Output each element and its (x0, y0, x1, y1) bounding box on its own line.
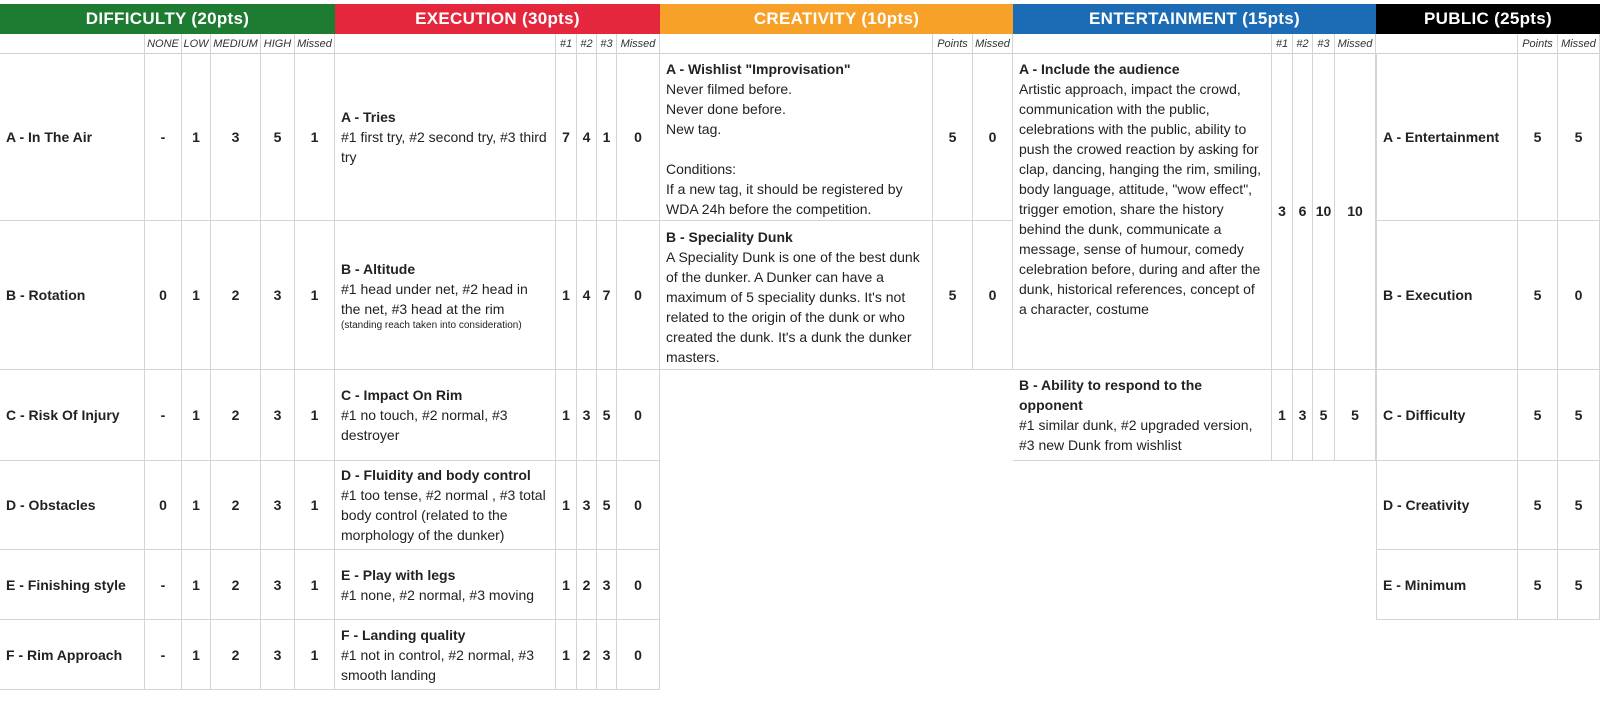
difficulty-value: 0 (145, 461, 182, 550)
execution-value: 5 (597, 370, 617, 461)
difficulty-col-none: NONE (145, 34, 182, 53)
public-missed: 5 (1558, 550, 1600, 620)
execution-value: 4 (577, 221, 597, 370)
execution-value: 1 (597, 53, 617, 221)
execution-col-3: #3 (597, 34, 617, 53)
difficulty-row-label: C - Risk Of Injury (0, 370, 145, 461)
public-header: PUBLIC (25pts) (1376, 4, 1600, 34)
public-row-label: D - Creativity (1376, 461, 1518, 550)
difficulty-value: - (145, 550, 182, 620)
execution-value: 5 (597, 461, 617, 550)
creativity-criterion-title: B - Speciality Dunk (666, 229, 793, 245)
difficulty-value: 1 (182, 620, 211, 690)
execution-criterion (335, 620, 556, 690)
public-col-missed: Missed (1558, 34, 1600, 53)
execution-value: 2 (577, 550, 597, 620)
difficulty-row-label: A - In The Air (0, 53, 145, 221)
entertainment-col-missed: Missed (1335, 34, 1376, 53)
creativity-criterion-line: A Speciality Dunk is one of the best dunk of the dunker. A Dunker can have a maximum of 5 speciality dunks. It's not related to the origin of the dunk or who created the dunk. It's a dunk the dunker masters. (666, 249, 920, 365)
execution-col-2: #2 (577, 34, 597, 53)
execution-criterion-text: #1 first try, #2 second try, #3 third try (341, 128, 547, 165)
execution-criterion-text: #1 no touch, #2 normal, #3 destroyer (341, 407, 508, 443)
public-points: 5 (1518, 53, 1558, 221)
difficulty-value: 3 (211, 53, 261, 221)
execution-value: 3 (597, 550, 617, 620)
execution-col-1: #1 (556, 34, 577, 53)
difficulty-row-label: B - Rotation (0, 221, 145, 370)
difficulty-section (0, 4, 335, 704)
difficulty-value: 1 (182, 53, 211, 221)
difficulty-value: - (145, 620, 182, 690)
execution-value: 3 (597, 620, 617, 690)
entertainment-header: ENTERTAINMENT (15pts) (1013, 4, 1376, 34)
public-missed: 0 (1558, 221, 1600, 370)
creativity-criterion-line: Never done before. (666, 101, 786, 117)
execution-criterion-title: A - Tries (341, 108, 396, 125)
execution-criterion-text: #1 head under net, #2 head in the net, #3 head at the rim (341, 280, 528, 317)
creativity-missed: 0 (973, 221, 1013, 370)
creativity-criterion-line: New tag. (666, 121, 722, 137)
execution-criterion-text: #1 not in control, #2 normal, #3 smooth landing (341, 646, 535, 683)
entertainment-value: 1 (1272, 370, 1293, 461)
execution-value: 1 (556, 550, 577, 620)
execution-value: 1 (556, 370, 577, 461)
entertainment-criterion (1013, 53, 1272, 370)
difficulty-col-medium: MEDIUM (211, 34, 261, 53)
execution-criterion (335, 53, 556, 221)
execution-value: 1 (556, 620, 577, 690)
execution-subheader (335, 34, 660, 54)
entertainment-criterion-text: Artistic approach, impact the crowd, communication with the public, celebrations with the public, ability to push the crowed reaction by asking for clap, dancing, hanging the rim, smiling, body language, attitude, "wow effect", trigger emotion, share the history behind the dunk, communicate a message, sense of humour, comedy celebration before, during and after the dunk, historical references, concept of a character, costume (1019, 81, 1262, 317)
creativity-criterion-line: Never filmed before. (666, 81, 793, 97)
execution-value: 1 (556, 221, 577, 370)
execution-value: 0 (617, 550, 660, 620)
execution-criterion-title: F - Landing quality (341, 626, 466, 643)
execution-col-missed: Missed (617, 34, 660, 53)
difficulty-value: 3 (261, 550, 295, 620)
entertainment-value: 5 (1313, 370, 1335, 461)
difficulty-value: 1 (182, 221, 211, 370)
execution-value: 7 (556, 53, 577, 221)
creativity-points: 5 (933, 221, 973, 370)
entertainment-subheader (1013, 34, 1376, 54)
difficulty-value: 1 (295, 370, 335, 461)
difficulty-value: 2 (211, 370, 261, 461)
difficulty-value: 1 (182, 550, 211, 620)
difficulty-value: 3 (261, 370, 295, 461)
difficulty-row-label: E - Finishing style (0, 550, 145, 620)
difficulty-value: 2 (211, 550, 261, 620)
creativity-header: CREATIVITY (10pts) (660, 4, 1013, 34)
creativity-criterion (660, 221, 933, 370)
execution-criterion-text: #1 none, #2 normal, #3 moving (341, 586, 535, 603)
public-col-points: Points (1518, 34, 1558, 53)
entertainment-criterion (1013, 370, 1272, 461)
execution-value: 0 (617, 370, 660, 461)
execution-section (335, 4, 660, 704)
difficulty-col-label (0, 34, 145, 53)
difficulty-value: 1 (295, 221, 335, 370)
execution-criterion-title: C - Impact On Rim (341, 387, 463, 403)
public-missed: 5 (1558, 53, 1600, 221)
difficulty-value: - (145, 53, 182, 221)
difficulty-value: 2 (211, 221, 261, 370)
difficulty-value: 1 (295, 620, 335, 690)
difficulty-value: 1 (295, 461, 335, 550)
execution-criterion-title: D - Fluidity and body control (341, 467, 531, 483)
creativity-missed: 0 (973, 53, 1013, 221)
execution-criterion-note: (standing reach taken into consideration) (341, 319, 522, 331)
difficulty-value: 1 (295, 53, 335, 221)
creativity-points: 5 (933, 53, 973, 221)
creativity-col-desc (660, 34, 933, 53)
entertainment-col-desc (1013, 34, 1272, 53)
creativity-criterion (660, 53, 933, 221)
execution-criterion-title: E - Play with legs (341, 566, 456, 583)
execution-value: 0 (617, 461, 660, 550)
execution-value: 1 (556, 461, 577, 550)
difficulty-value: 2 (211, 461, 261, 550)
entertainment-section (1013, 4, 1376, 704)
creativity-criterion-line: Conditions: (666, 161, 737, 177)
public-row-label: B - Execution (1376, 221, 1518, 370)
difficulty-row-label: D - Obstacles (0, 461, 145, 550)
execution-value: 4 (577, 53, 597, 221)
difficulty-col-high: HIGH (261, 34, 295, 53)
execution-criterion-title: B - Altitude (341, 260, 416, 277)
difficulty-header: DIFFICULTY (20pts) (0, 4, 335, 34)
difficulty-value: 5 (261, 53, 295, 221)
execution-criterion (335, 461, 556, 550)
execution-criterion-text: #1 too tense, #2 normal , #3 total body control (related to the morphology of the dunker) (341, 487, 546, 543)
entertainment-criterion-title: B - Ability to respond to the opponent (1019, 377, 1203, 413)
execution-col-desc (335, 34, 556, 53)
entertainment-value: 6 (1293, 53, 1313, 370)
execution-value: 0 (617, 221, 660, 370)
entertainment-col-2: #2 (1293, 34, 1313, 53)
creativity-criterion-line: If a new tag, it should be registered by WDA 24h before the competition. (666, 181, 903, 217)
difficulty-value: 2 (211, 620, 261, 690)
difficulty-subheader (0, 34, 335, 54)
public-row-label: A - Entertainment (1376, 53, 1518, 221)
execution-header: EXECUTION (30pts) (335, 4, 660, 34)
public-row-label: C - Difficulty (1376, 370, 1518, 461)
entertainment-value: 5 (1335, 370, 1376, 461)
entertainment-col-3: #3 (1313, 34, 1335, 53)
entertainment-value: 10 (1335, 53, 1376, 370)
difficulty-row-label: F - Rim Approach (0, 620, 145, 690)
execution-value: 3 (577, 461, 597, 550)
execution-value: 0 (617, 620, 660, 690)
entertainment-value: 3 (1293, 370, 1313, 461)
execution-value: 7 (597, 221, 617, 370)
execution-criterion (335, 370, 556, 461)
creativity-criterion-title: A - Wishlist "Improvisation" (666, 61, 851, 77)
creativity-subheader (660, 34, 1013, 54)
creativity-section (660, 4, 1013, 704)
public-missed: 5 (1558, 461, 1600, 550)
difficulty-value: - (145, 370, 182, 461)
difficulty-value: 0 (145, 221, 182, 370)
difficulty-value: 3 (261, 620, 295, 690)
entertainment-criterion-title: A - Include the audience (1019, 61, 1180, 77)
public-section (1376, 4, 1600, 704)
public-points: 5 (1518, 221, 1558, 370)
public-points: 5 (1518, 370, 1558, 461)
difficulty-col-low: LOW (182, 34, 211, 53)
public-col-label (1376, 34, 1518, 53)
public-points: 5 (1518, 550, 1558, 620)
entertainment-value: 3 (1272, 53, 1293, 370)
entertainment-col-1: #1 (1272, 34, 1293, 53)
entertainment-value: 10 (1313, 53, 1335, 370)
execution-criterion (335, 550, 556, 620)
difficulty-value: 3 (261, 461, 295, 550)
difficulty-value: 1 (295, 550, 335, 620)
creativity-col-points: Points (933, 34, 973, 53)
execution-value: 0 (617, 53, 660, 221)
public-row-label: E - Minimum (1376, 550, 1518, 620)
difficulty-value: 3 (261, 221, 295, 370)
execution-value: 3 (577, 370, 597, 461)
entertainment-criterion-text: #1 similar dunk, #2 upgraded version, #3 new Dunk from wishlist (1019, 417, 1253, 453)
public-subheader (1376, 34, 1600, 54)
execution-value: 2 (577, 620, 597, 690)
public-missed: 5 (1558, 370, 1600, 461)
difficulty-value: 1 (182, 461, 211, 550)
execution-criterion (335, 221, 556, 370)
difficulty-col-missed: Missed (295, 34, 335, 53)
creativity-col-missed: Missed (973, 34, 1013, 53)
difficulty-value: 1 (182, 370, 211, 461)
public-points: 5 (1518, 461, 1558, 550)
